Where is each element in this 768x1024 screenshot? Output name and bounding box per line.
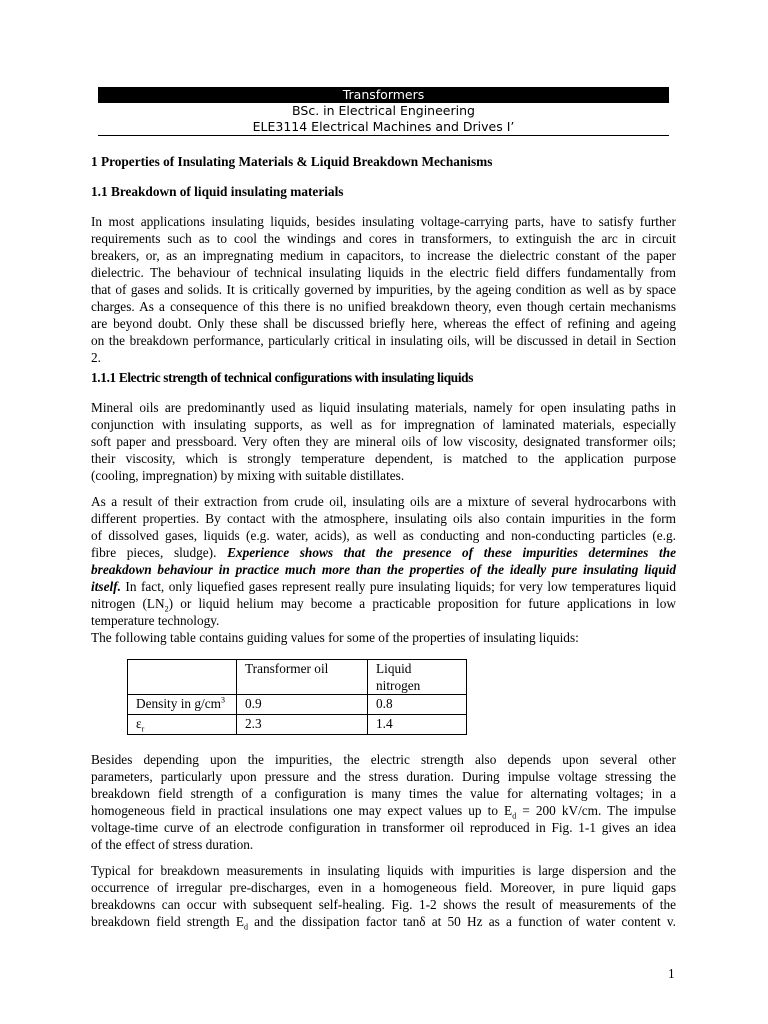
properties-table — [127, 659, 467, 735]
row-label: ε — [136, 716, 142, 731]
paragraph-line: Mineral oils are predominantly used as liquid insulating materials, namely for open insulating paths in — [91, 400, 676, 415]
paragraph-3 — [91, 493, 676, 629]
table-header-cell: Liquid nitrogen — [368, 660, 467, 695]
table-header-cell: Transformer oil — [237, 660, 368, 695]
paragraph-line: dielectric. The behaviour of technical insulating liquids in the electric field differs fundamentally from — [91, 265, 676, 280]
header-title-bar: Transformers — [98, 87, 669, 103]
paragraph-line: are beyond doubt. Only these shall be discussed briefly here, whereas the effect of refining and ageing — [91, 316, 676, 331]
paragraph-line — [91, 913, 676, 930]
paragraph-line: breakers, or, as an impregnating medium in capacitors, to increase the dielectric constant of the paper — [91, 248, 676, 263]
paragraph-line: (cooling, impregnation) by mixing with suitable distillates. — [91, 468, 405, 483]
table-row — [128, 715, 467, 735]
table-cell: 2.3 — [237, 715, 368, 735]
paragraph-line: In most applications insulating liquids, besides insulating voltage-carrying parts, have to satisfy further — [91, 214, 676, 229]
text-run: nitrogen (LN — [91, 596, 165, 611]
paragraph-line: Besides depending upon the impurities, the electric strength also depends upon several other — [91, 752, 676, 767]
emphasis-line: breakdown behaviour in practice much more than the properties of the ideally pure insulating liquid — [91, 562, 676, 577]
superscript: 3 — [220, 695, 225, 705]
paragraph-line: voltage-time curve of an electrode configuration in transformer oil reproduced in Fig. 1-1 gives an idea — [91, 820, 676, 835]
paragraph-line: Typical for breakdown measurements in insulating liquids with impurities is large dispersion and the — [91, 863, 676, 878]
subscript: d — [512, 811, 517, 821]
paragraph-5 — [91, 751, 676, 853]
paragraph-line: requirements such as to cool the windings and cores in transformers, to extinguish the arc in circuit — [91, 231, 676, 246]
paragraph-line: of dissolved gases, liquids (e.g. water, acids), as well as conducting and non-conducting particles (e.g. — [91, 528, 676, 543]
paragraph-line: The following table contains guiding values for some of the properties of insulating liquids: — [91, 630, 579, 645]
paragraph-line: soft paper and pressboard. Very often they are mineral oils of low viscosity, designated transformer oils; — [91, 434, 676, 449]
header-subtitle: BSc. in Electrical Engineering — [292, 103, 475, 118]
text-run: homogeneous field in practical insulations one may expect values up to E — [91, 803, 513, 818]
text-run: ) or liquid helium may become a practicable proposition for future applications in low — [168, 596, 676, 611]
text-run: and the dissipation factor tanδ at 50 Hz as a function of water content v. — [247, 914, 676, 929]
paragraph-1 — [91, 213, 676, 366]
table-cell — [128, 715, 237, 735]
table-cell: 0.8 — [368, 695, 467, 715]
emphasis-text: itself. — [91, 579, 121, 594]
table-cell: 0.9 — [237, 695, 368, 715]
section-1-heading: 1 Properties of Insulating Materials & Liquid Breakdown Mechanisms — [91, 154, 493, 169]
paragraph-line: of the effect of stress duration. — [91, 837, 254, 852]
header-rule — [98, 135, 669, 136]
paragraph-line: breakdown field strength of a configuration is many times the value for alternating voltages; in a — [91, 786, 676, 801]
text-run: = 200 kV/cm. The impulse — [516, 803, 677, 818]
section-1-1-1-heading: 1.1.1 Electric strength of technical configurations with insulating liquids — [91, 370, 474, 385]
paragraph-line: their viscosity, which is strongly temperature dependent, is matched to the application purpose — [91, 451, 676, 466]
text-run: fibre pieces, sludge). — [91, 545, 228, 560]
paragraph-line — [91, 544, 676, 561]
table-header-row — [128, 660, 467, 695]
emphasis-text: Experience shows that the presence of these impurities determines the — [227, 545, 676, 560]
paragraph-2 — [91, 399, 676, 484]
row-label: Density in g/cm — [136, 696, 221, 711]
paragraph-line — [91, 578, 676, 595]
paragraph-line — [91, 802, 676, 819]
paragraph-line: occurrence of irregular pre-discharges, even in a homogeneous field. Moreover, in pure liquid gaps — [91, 880, 676, 895]
header-course: ELE3114 Electrical Machines and Drives I’ — [252, 119, 515, 134]
paragraph-line: on the breakdown performance, particularly critical in insulating oils, will be discussed in detail in Section — [91, 333, 676, 348]
table-header-cell — [128, 660, 237, 695]
text-run: breakdown field strength E — [91, 914, 244, 929]
section-1-1-heading: 1.1 Breakdown of liquid insulating materials — [91, 184, 344, 199]
paragraph-line: As a result of their extraction from crude oil, insulating oils are a mixture of several hydrocarbons with — [91, 494, 676, 509]
paragraph-line: parameters, particularly upon pressure and the stress duration. During impulse voltage stressing the — [91, 769, 676, 784]
paragraph-4 — [91, 629, 676, 646]
table-row — [128, 695, 467, 715]
page-number: 1 — [668, 966, 675, 981]
subscript: r — [141, 724, 145, 734]
paragraph-6 — [91, 862, 676, 930]
subscript: 2 — [164, 604, 169, 614]
paragraph-line — [91, 595, 676, 612]
table-cell — [128, 695, 237, 715]
text-run: In fact, only liquefied gases represent really pure insulating liquids; for very low temperatures liquid — [120, 579, 676, 594]
paragraph-line: temperature technology. — [91, 613, 220, 628]
paragraph-line: 2. — [91, 350, 101, 365]
subscript: d — [243, 922, 248, 932]
paragraph-line: breakdowns can occur with subsequent self-healing. Fig. 1-2 shows the result of measurements of the — [91, 897, 676, 912]
table-cell: 1.4 — [368, 715, 467, 735]
paragraph-line: that of gases and solids. It is critically governed by impurities, by the ageing condition as well as by space — [91, 282, 676, 297]
paragraph-line: different properties. By contact with the atmosphere, insulating oils also contain impurities in the form — [91, 511, 676, 526]
paragraph-line: conjunction with insulating supports, as well as for impregnation of laminated materials, especially — [91, 417, 676, 432]
paragraph-line: charges. As a consequence of this there is no unified breakdown theory, even though certain mechanisms — [91, 299, 676, 314]
